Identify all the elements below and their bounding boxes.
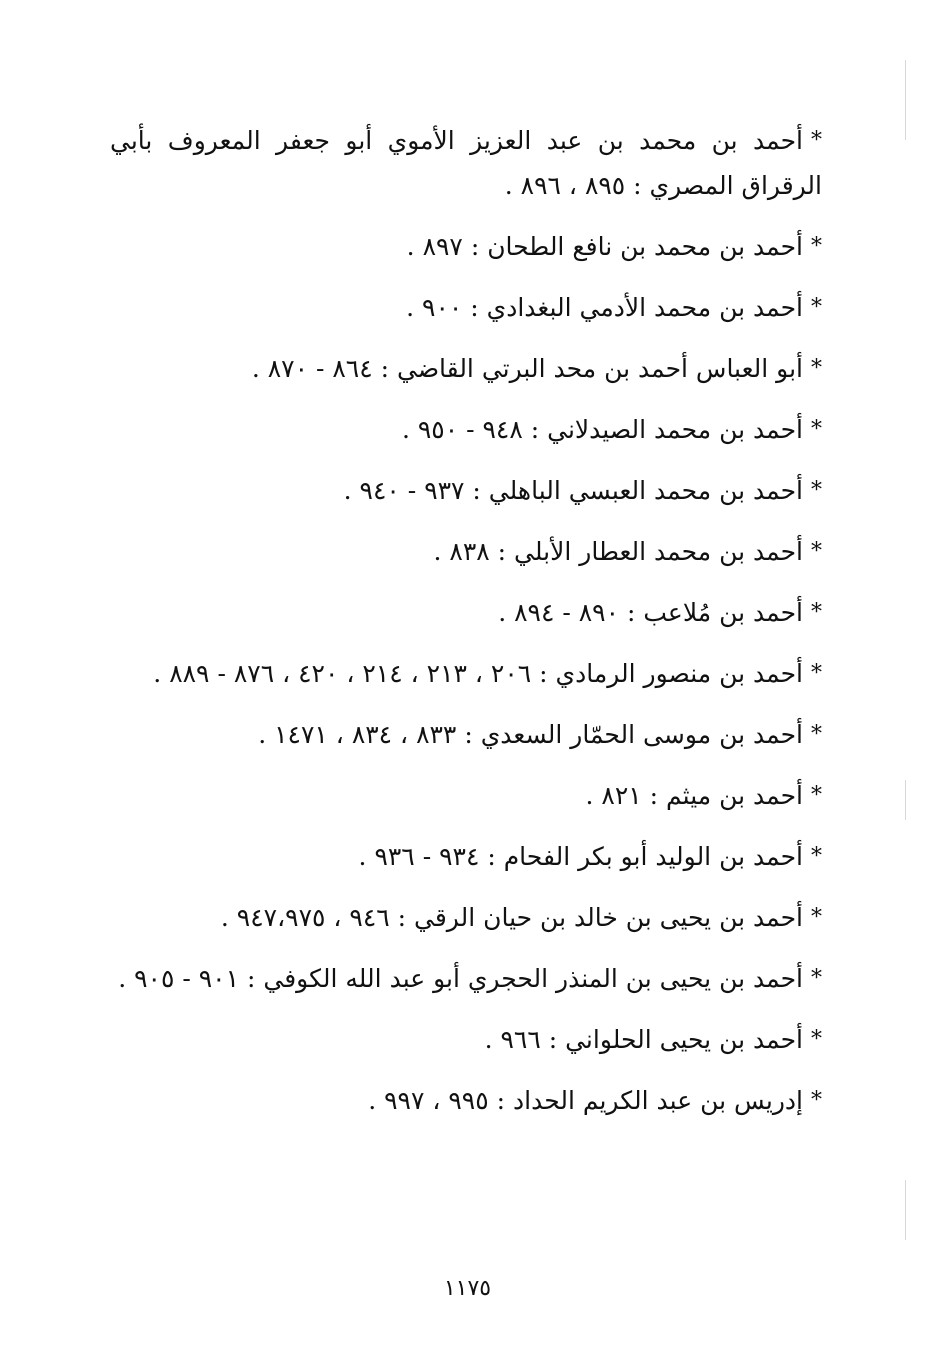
index-entry — [110, 956, 822, 1001]
entry-text: أحمد بن محمد بن عبد العزيز الأموي أبو جعفر المعروف بأبي الرقراق المصري : ٨٩٥ ، ٨٩٦ . — [110, 126, 822, 200]
entry-text: أحمد بن يحيى الحلواني : ٩٦٦ . — [484, 1025, 803, 1054]
entry-text: أحمد بن الوليد أبو بكر الفحام : ٩٣٤ - ٩٣٦ . — [358, 842, 803, 871]
entry-marker: * — [811, 356, 822, 381]
entry-marker: * — [811, 295, 822, 320]
page-edge-shadow — [905, 1180, 906, 1240]
index-entry — [110, 407, 822, 452]
index-entry — [110, 590, 822, 635]
entry-text: أحمد بن ميثم : ٨٢١ . — [585, 781, 803, 810]
entry-text: أحمد بن محمد العبسي الباهلي : ٩٣٧ - ٩٤٠ . — [343, 476, 803, 505]
entry-text: إدريس بن عبد الكريم الحداد : ٩٩٥ ، ٩٩٧ . — [368, 1086, 803, 1115]
entry-marker: * — [811, 1027, 822, 1052]
entry-marker: * — [811, 234, 822, 259]
index-entry — [110, 529, 822, 574]
index-entry — [110, 468, 822, 513]
entry-text: أحمد بن محمد بن نافع الطحان : ٨٩٧ . — [406, 232, 803, 261]
index-entry — [110, 773, 822, 818]
index-entry — [110, 895, 822, 940]
entry-text: أحمد بن مُلاعب : ٨٩٠ - ٨٩٤ . — [498, 598, 803, 627]
index-entry — [110, 834, 822, 879]
index-entry — [110, 1017, 822, 1062]
page-number: ١١٧٥ — [443, 1276, 492, 1301]
index-entry — [110, 285, 822, 330]
entry-marker: * — [811, 783, 822, 808]
index-entry — [110, 346, 822, 391]
entry-marker: * — [811, 600, 822, 625]
entry-text: أحمد بن محمد الأدمي البغدادي : ٩٠٠ . — [406, 293, 803, 322]
entry-text: أحمد بن موسى الحمّار السعدي : ٨٣٣ ، ٨٣٤ ، ١٤٧١ . — [258, 720, 803, 749]
entry-text: أبو العباس أحمد بن محد البرتي القاضي : ٨٦٤ - ٨٧٠ . — [251, 354, 803, 383]
index-entry — [110, 224, 822, 269]
page-edge-shadow — [905, 60, 906, 140]
entry-marker: * — [811, 661, 822, 686]
entry-marker: * — [811, 844, 822, 869]
index-entry-list — [110, 118, 822, 1139]
entry-text: أحمد بن محمد العطار الأبلي : ٨٣٨ . — [433, 537, 803, 566]
entry-marker: * — [811, 478, 822, 503]
page-edge-shadow — [905, 780, 906, 820]
entry-text: أحمد بن يحيى بن خالد بن حيان الرقي : ٩٤٦ ، ٩٤٧،٩٧٥ . — [220, 903, 803, 932]
entry-marker: * — [811, 966, 822, 991]
entry-marker: * — [811, 539, 822, 564]
entry-marker: * — [811, 722, 822, 747]
index-entry — [110, 712, 822, 757]
index-entry — [110, 118, 822, 208]
entry-text: أحمد بن محمد الصيدلاني : ٩٤٨ - ٩٥٠ . — [401, 415, 803, 444]
entry-marker: * — [811, 905, 822, 930]
entry-marker: * — [811, 1088, 822, 1113]
entry-marker: * — [811, 128, 822, 153]
index-entry — [110, 651, 822, 696]
entry-text: أحمد بن يحيى بن المنذر الحجري أبو عبد الله الكوفي : ٩٠١ - ٩٠٥ . — [118, 964, 803, 993]
entry-text: أحمد بن منصور الرمادي : ٢٠٦ ، ٢١٣ ، ٢١٤ ، ٤٢٠ ، ٨٧٦ - ٨٨٩ . — [153, 659, 803, 688]
entry-marker: * — [811, 417, 822, 442]
index-entry — [110, 1078, 822, 1123]
